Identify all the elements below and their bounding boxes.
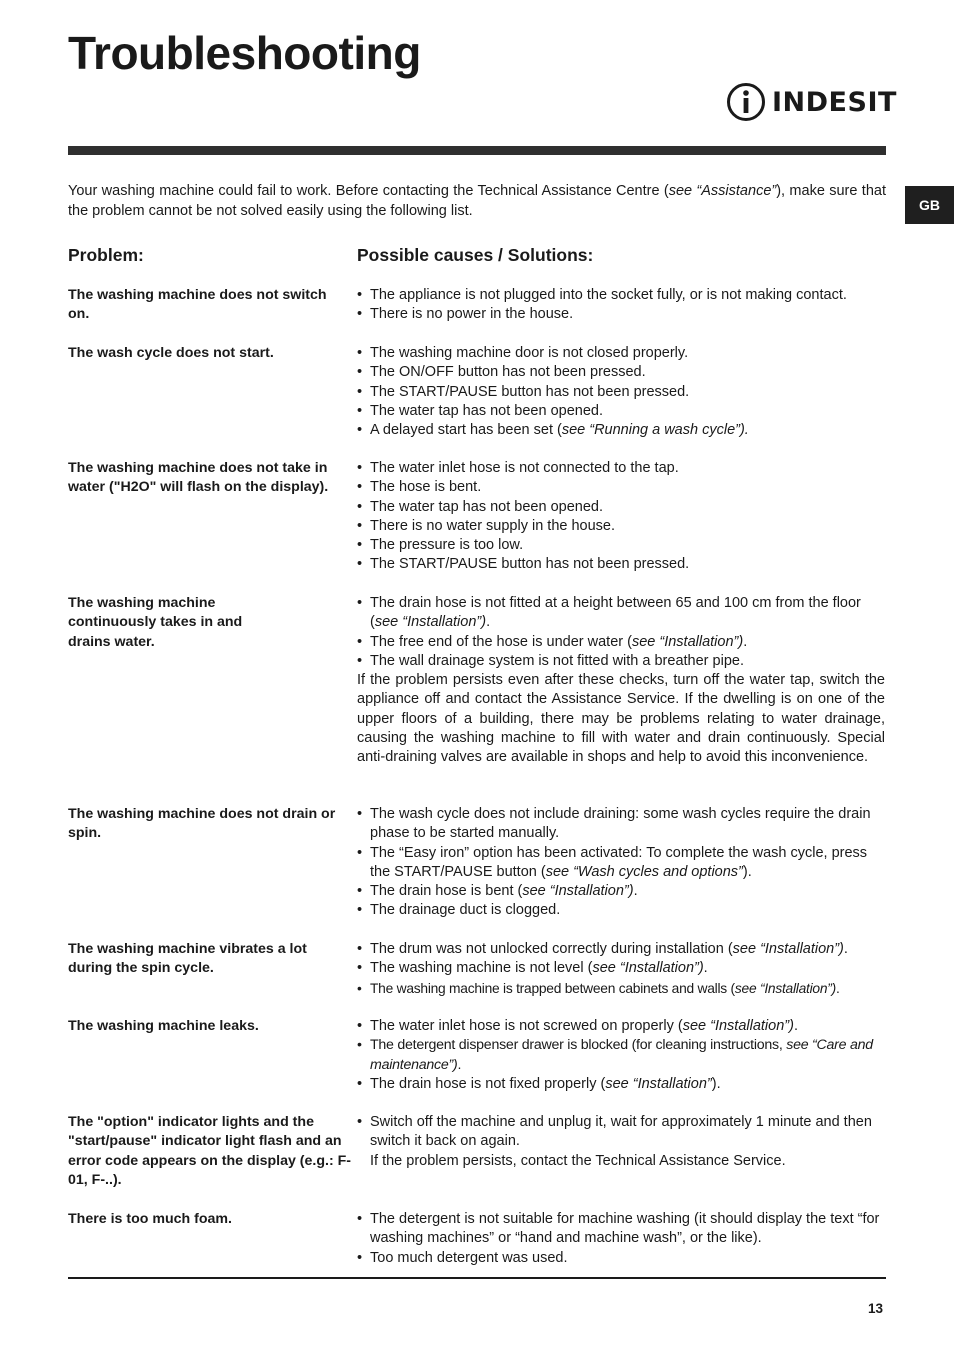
- cause-item: • A delayed start has been set (see “Running a wash cycle”).: [357, 421, 885, 440]
- cause-item: • The detergent dispenser drawer is blocked (for cleaning instructions, see “Care and maintenance”).: [357, 1036, 885, 1075]
- cause-item: • The drum was not unlocked correctly during installation (see “Installation”).: [357, 940, 885, 959]
- causes-list: [357, 594, 885, 768]
- cause-item: • The “Easy iron” option has been activated: To complete the wash cycle, press the START/PAUSE button (see “Wash cycles and options”).: [357, 844, 885, 883]
- cause-item: • The START/PAUSE button has not been pressed.: [357, 555, 885, 574]
- brand-logo: [726, 82, 897, 122]
- cause-item: • Switch off the machine and unplug it, wait for approximately 1 minute and then switch it back on again.: [357, 1113, 885, 1152]
- intro-text: Your washing machine could fail to work. Before contacting the Technical Assistance Centre (see “Assistance”), make sure that the problem cannot be not solved easily using the following list.: [68, 183, 886, 219]
- cause-item: • The water tap has not been opened.: [357, 402, 885, 421]
- cause-item: • The water inlet hose is not screwed on properly (see “Installation”).: [357, 1017, 885, 1036]
- additional-info-paragraph: If the problem persists even after these checks, turn off the water tap, switch the appliance off and contact the Assistance Service. If the dwelling is on one of the upper floors of a building, there may be problems relating to water drainage, causing the washing machine to fill with water and drain continuously. Special anti-draining valves are available in shops and help to avoid this inconvenience.: [357, 672, 885, 766]
- causes-column-header: Possible causes / Solutions:: [357, 245, 594, 265]
- cause-item: • The hose is bent.: [357, 478, 885, 497]
- causes-list: [357, 286, 885, 325]
- cause-item: • The water tap has not been opened.: [357, 498, 885, 517]
- cause-item: • There is no water supply in the house.: [357, 517, 885, 536]
- problem-text: The washing machine does not take in water ("H2O" will flash on the display).: [68, 460, 329, 496]
- cause-item: • The drainage duct is clogged.: [357, 901, 885, 920]
- cause-item: • Too much detergent was used.: [357, 1249, 885, 1268]
- cause-item: • The ON/OFF button has not been pressed.: [357, 363, 885, 382]
- brand-name: INDESIT: [772, 86, 897, 118]
- cause-item: • The washing machine door is not closed properly.: [357, 344, 885, 363]
- page-title: Troubleshooting: [68, 27, 421, 79]
- cause-item: • The drain hose is not fitted at a height between 65 and 100 cm from the floor (see “Installation”).: [357, 594, 885, 633]
- causes-list: [357, 1113, 885, 1171]
- problem-text: The wash cycle does not start.: [68, 345, 274, 361]
- cause-item: • The free end of the hose is under water (see “Installation”).: [357, 633, 885, 652]
- footer-divider: [68, 1277, 886, 1279]
- problem-text: There is too much foam.: [68, 1211, 232, 1227]
- causes-list: [357, 459, 885, 575]
- causes-list: [357, 1017, 885, 1094]
- cause-item: • The detergent is not suitable for machine washing (it should display the text “for washing machines” or “hand and machine wash”, or the like).: [357, 1210, 885, 1249]
- problem-text: The washing machine does not drain or spin.: [68, 806, 336, 842]
- cause-item: • The START/PAUSE button has not been pressed.: [357, 383, 885, 402]
- additional-info-note: If the problem persists, contact the Technical Assistance Service.: [370, 1152, 786, 1169]
- problem-text: The "option" indicator lights and the "start/pause" indicator light flash and an error code appears on the display (e.g.: F-01, F-..).: [68, 1114, 352, 1188]
- cause-item: • The drain hose is not fixed properly (see “Installation”).: [357, 1075, 885, 1094]
- indesit-i-logo-icon: [726, 82, 766, 122]
- cause-item: • The drain hose is bent (see “Installation”).: [357, 882, 885, 901]
- causes-list: [357, 940, 885, 998]
- causes-list: [357, 805, 885, 921]
- page-number: 13: [868, 1301, 884, 1316]
- cause-item: • The washing machine is trapped between cabinets and walls (see “Installation”).: [357, 979, 885, 998]
- cause-item: • The water inlet hose is not connected to the tap.: [357, 459, 885, 478]
- cause-item: • The washing machine is not level (see “Installation”).: [357, 959, 885, 978]
- cause-item: • The wall drainage system is not fitted with a breather pipe.: [357, 652, 885, 671]
- problem-text: The washing machine continuously takes in and drains water.: [68, 595, 243, 650]
- problem-text: The washing machine vibrates a lot during the spin cycle.: [68, 941, 307, 977]
- cause-item: • There is no power in the house.: [357, 305, 885, 324]
- cause-item: • The pressure is too low.: [357, 536, 885, 555]
- header-divider: [68, 146, 886, 155]
- causes-list: [357, 1210, 885, 1268]
- problem-column-header: Problem:: [68, 245, 144, 265]
- cause-item: • The appliance is not plugged into the socket fully, or is not making contact.: [357, 286, 885, 305]
- problem-text: The washing machine does not switch on.: [68, 287, 327, 323]
- problem-text: The washing machine leaks.: [68, 1018, 259, 1034]
- causes-list: [357, 344, 885, 440]
- language-tab: GB: [905, 186, 954, 224]
- cause-item: • The wash cycle does not include draining: some wash cycles require the drain phase to be started manually.: [357, 805, 885, 844]
